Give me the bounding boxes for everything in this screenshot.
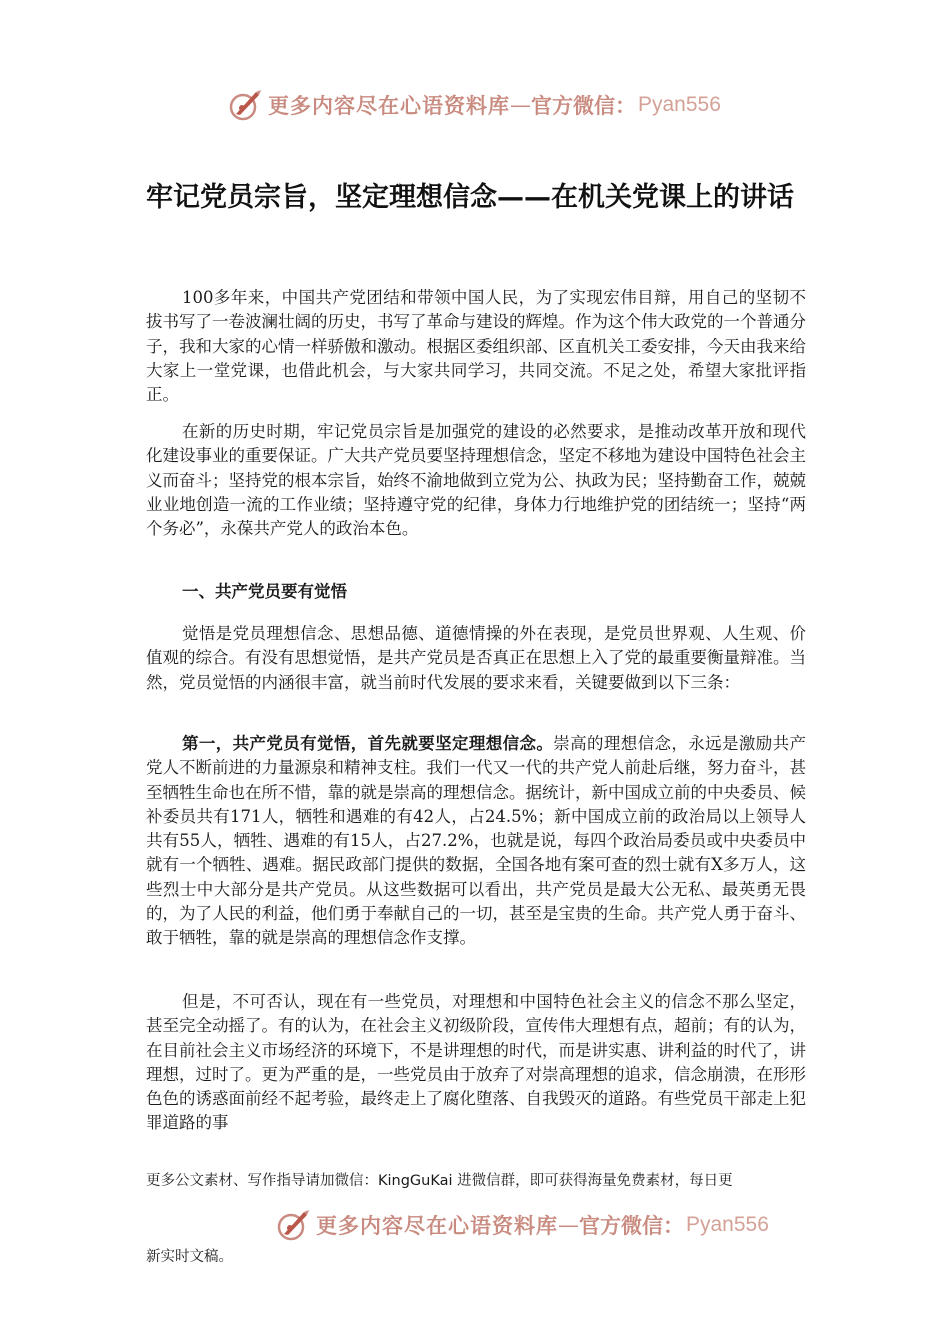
- watermark-separator: —: [558, 1213, 579, 1237]
- watermark-bottom: [276, 1208, 769, 1242]
- paragraph-lead: 第一，共产党员有觉悟，首先就要坚定理想信念。: [182, 734, 554, 753]
- paragraph-first-point-body: 崇高的理想信念，永远是激励共产党人不断前进的力量源泉和精神支柱。我们一代又一代的共产党人前赴后继，努力奋斗，甚至牺牲生命也在所不惜，靠的就是崇高的理想信念。据统计，新中国成立前的中央委员、候补委员共有171人，牺牲和遇难的有42人，占24.5%；新中国成立前的政治局以上领导人共有55人，牺牲、遇难的有15人，占27.2%，也就是说，每四个政治局委员或中央委员中就有一个牺牲、遇难。据民政部门提供的数据，全国各地有案可查的烈士就有X多万人，这些烈士中大部分是共产党员。从这些数据可以看出，共产党员是最大公无私、最英勇无畏的，为了人民的利益，他们勇于奉献自己的一切，甚至是宝贵的生命。共产党人勇于奋斗、敢于牺牲，靠的就是崇高的理想信念作支撑。: [146, 734, 806, 948]
- footer-line-2: 新实时文稿。: [146, 1249, 233, 1265]
- watermark-separator: —: [510, 93, 531, 117]
- watermark-top: [228, 88, 721, 122]
- watermark-wechat-id: Pyan556: [638, 93, 721, 116]
- quill-logo-icon: [228, 88, 262, 122]
- watermark-wechat-id: Pyan556: [686, 1213, 769, 1236]
- paragraph-intro: 100多年来，中国共产党团结和带领中国人民，为了实现宏伟目辩，用自己的坚韧不拔书写了一卷波澜壮阔的历史，书写了革命与建设的辉煌。作为这个伟大政党的一个普通分子，我和大家的心情一样骄傲和激动。根据区委组织部、区直机关工委安排，今天由我来给大家上一堂党课，也借此机会，与大家共同学习，共同交流。不足之处，希望大家批评指正。: [146, 288, 806, 405]
- quill-logo-icon: [276, 1208, 310, 1242]
- watermark-official: 官方微信：: [579, 1214, 684, 1238]
- watermark-text: 更多内容尽在心语资料库: [316, 1214, 558, 1238]
- watermark-official: 官方微信：: [531, 94, 636, 118]
- paragraph-however: 但是，不可否认，现在有一些党员，对理想和中国特色社会主义的信念不那么坚定，甚至完全动摇了。有的认为，在社会主义初级阶段，宣传伟大理想有点，超前；有的认为，在目前社会主义市场经济的环境下，不是讲理想的时代，而是讲实惠、讲利益的时代了，讲理想，过时了。更为严重的是，一些党员由于放弃了对崇高理想的追求，信念崩溃，在形形色色的诱惑面前经不起考验，最终走上了腐化堕落、自我毁灭的道路。有些党员干部走上犯罪道路的事: [146, 992, 806, 1133]
- paragraph-first-point: [146, 732, 806, 951]
- paragraph-context: 在新的历史时期，牢记党员宗旨是加强党的建设的必然要求，是推动改革开放和现代化建设事业的重要保证。广大共产党员要坚持理想信念，坚定不移地为建设中国特色社会主义而奋斗；坚持党的根本宗旨，始终不渝地做到立党为公、执政为民；坚持勤奋工作，兢兢业业地创造一流的工作业绩；坚持遵守党的纪律，身体力行地维护党的团结统一；坚持“两个务必”，永葆共产党人的政治本色。: [146, 422, 806, 539]
- paragraph-awareness: 觉悟是党员理想信念、思想品德、道德情操的外在表现，是党员世界观、人生观、价值观的综合。有没有思想觉悟，是共产党员是否真正在思想上入了党的最重要衡量辩准。当然，党员觉悟的内涵很丰富，就当前时代发展的要求来看，关键要做到以下三条：: [146, 624, 806, 692]
- section-heading: 一、共产党员要有觉悟: [182, 582, 347, 601]
- watermark-text: 更多内容尽在心语资料库: [268, 94, 510, 118]
- page-title: 牢记党员宗旨，坚定理想信念——在机关党课上的讲话: [146, 182, 794, 213]
- footer-line-1: 更多公文素材、写作指导请加微信：KingGuKai 进微信群，即可获得海量免费素材，每日更: [146, 1173, 733, 1189]
